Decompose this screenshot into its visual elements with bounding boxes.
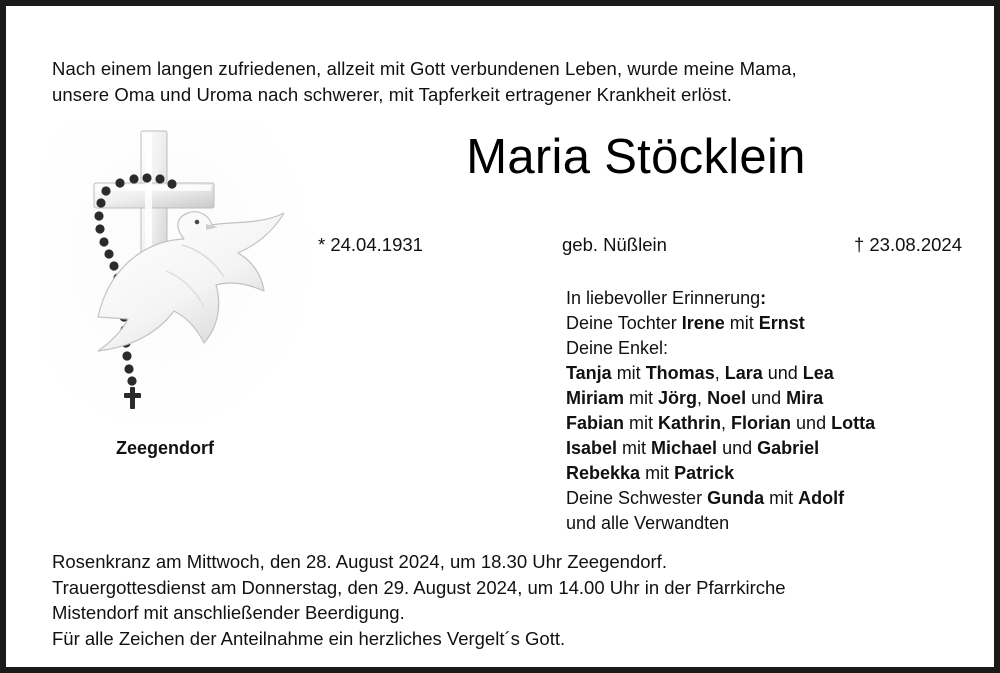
family-line [566,411,966,436]
family-name: Florian [731,413,792,433]
family-name: Mira [786,388,824,408]
death-date: † 23.08.2024 [853,234,962,255]
family-text: und [717,438,758,458]
family-name: Lotta [831,413,876,433]
deceased-name: Maria Stöcklein [466,130,806,184]
family-name: Rebekka [566,463,641,483]
family-name: Ernst [758,313,805,333]
notice-inner [6,6,994,667]
family-text: In liebevoller Erinnerung [566,288,761,308]
illustration-svg [46,121,306,421]
family-line [566,386,966,411]
family-name: Fabian [566,413,625,433]
family-name: Jörg [658,388,698,408]
family-text: mit [624,388,659,408]
intro-text [52,56,952,108]
family-name: Tanja [566,363,612,383]
service-details [52,549,962,651]
footer-line-4: Für alle Zeichen der Anteilnahme ein herzliches Vergelt´s Gott. [52,627,566,649]
intro-line-2: unsere Oma und Uroma nach schwerer, mit Tapferkeit ertragener Krankheit erlöst. [52,84,733,105]
dove-cross-rosary-illustration [46,121,306,421]
family-text: mit [624,413,659,433]
family-name: Lea [802,363,834,383]
place-caption: Zeegendorf [116,438,215,458]
family-name: Adolf [798,488,845,508]
family-list [566,286,966,536]
family-name: Lara [724,363,763,383]
family-name: Isabel [566,438,618,458]
footer-line-3: Mistendorf mit anschließender Beerdigung. [52,602,405,623]
family-line [566,286,966,311]
family-name: Michael [651,438,718,458]
family-text: und [762,363,803,383]
family-text: , [697,388,708,408]
family-line [566,486,966,511]
dates-row [306,234,966,260]
family-text: , [714,363,725,383]
family-name: Gunda [707,488,765,508]
family-text: mit [724,313,759,333]
family-text: Deine Tochter [566,313,682,333]
family-name: : [760,288,767,308]
family-name: Thomas [645,363,715,383]
family-name: Irene [681,313,725,333]
family-name: Kathrin [658,413,722,433]
family-text: mit [617,438,652,458]
family-text: und [746,388,787,408]
family-name: Miriam [566,388,625,408]
family-name: Noel [707,388,747,408]
intro-line-1: Nach einem langen zufriedenen, allzeit mit Gott verbundenen Leben, wurde meine Mama, [52,58,797,79]
family-text: mit [764,488,799,508]
family-text: und alle Verwandten [566,513,730,533]
maiden-name: geb. Nüßlein [562,234,667,255]
family-text: und [791,413,832,433]
birth-date: * 24.04.1931 [318,234,423,255]
family-text: Deine Enkel: [566,338,669,358]
family-text: mit [611,363,646,383]
family-text: mit [640,463,675,483]
footer-line-1: Rosenkranz am Mittwoch, den 28. August 2024, um 18.30 Uhr Zeegendorf. [52,551,667,572]
family-line [566,361,966,386]
family-line [566,336,966,361]
family-line [566,461,966,486]
family-line [566,311,966,336]
family-text: Deine Schwester [566,488,708,508]
family-text: , [721,413,732,433]
family-line [566,511,966,536]
footer-line-2: Trauergottesdienst am Donnerstag, den 29. August 2024, um 14.00 Uhr in der Pfarrkirche [52,576,786,598]
family-name: Gabriel [757,438,820,458]
family-line [566,436,966,461]
family-name: Patrick [674,463,735,483]
